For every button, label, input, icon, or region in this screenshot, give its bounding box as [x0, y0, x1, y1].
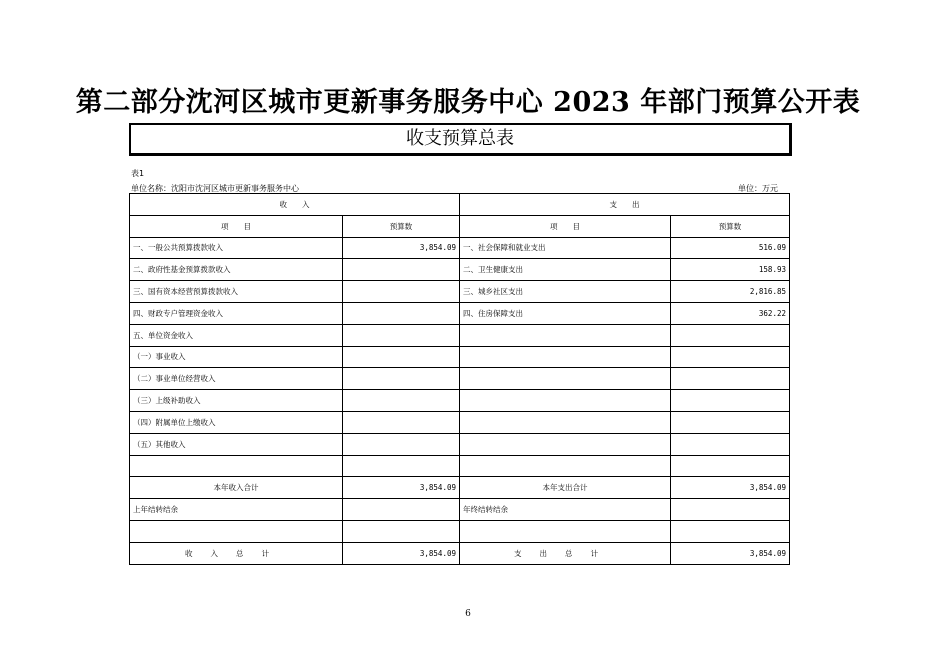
expense-item	[460, 455, 671, 477]
income-amount	[343, 281, 460, 303]
table-row	[130, 455, 790, 477]
income-item-header: 项 目	[130, 215, 343, 237]
table-number: 表1	[131, 169, 145, 178]
table-row	[130, 433, 790, 455]
income-amount	[343, 433, 460, 455]
expense-item: 四、住房保障支出	[460, 302, 671, 324]
table-row	[130, 368, 790, 390]
income-amount	[343, 411, 460, 433]
income-item: （二）事业单位经营收入	[130, 368, 343, 390]
page-title: 第二部分沈河区城市更新事务服务中心 2023 年部门预算公开表	[75, 87, 861, 118]
blank-row	[130, 520, 790, 542]
table-row	[130, 302, 790, 324]
income-amount: 3,854.09	[343, 237, 460, 259]
income-amount	[343, 259, 460, 281]
income-item: （一）事业收入	[130, 346, 343, 368]
table-title: 收支预算总表	[129, 123, 792, 156]
income-total-label: 收入总计	[130, 542, 343, 564]
expense-carry-amount	[671, 499, 790, 521]
income-amount	[343, 324, 460, 346]
expense-header: 支 出	[460, 194, 790, 216]
income-amount	[343, 346, 460, 368]
expense-amount	[671, 455, 790, 477]
expense-amount: 2,816.85	[671, 281, 790, 303]
income-item	[130, 455, 343, 477]
expense-item: 三、城乡社区支出	[460, 281, 671, 303]
expense-amount	[671, 390, 790, 412]
expense-amount	[671, 346, 790, 368]
expense-amount	[671, 411, 790, 433]
income-item: 五、单位资金收入	[130, 324, 343, 346]
expense-amount	[671, 433, 790, 455]
expense-subtotal-amount: 3,854.09	[671, 477, 790, 499]
expense-amount	[671, 368, 790, 390]
unit-label: 单位：万元	[738, 184, 778, 193]
income-amount	[343, 302, 460, 324]
income-total-amount: 3,854.09	[343, 542, 460, 564]
table-row	[130, 237, 790, 259]
expense-item: 二、卫生健康支出	[460, 259, 671, 281]
expense-item	[460, 368, 671, 390]
expense-item	[460, 324, 671, 346]
carry-row	[130, 499, 790, 521]
income-subtotal-amount: 3,854.09	[343, 477, 460, 499]
income-item: （四）附属单位上缴收入	[130, 411, 343, 433]
expense-budget-header: 预算数	[671, 215, 790, 237]
unit-name: 单位名称：沈阳市沈河区城市更新事务服务中心	[131, 184, 299, 193]
income-carry-amount	[343, 499, 460, 521]
income-amount	[343, 368, 460, 390]
expense-item: 一、社会保障和就业支出	[460, 237, 671, 259]
income-header: 收 入	[130, 194, 460, 216]
expense-item-header: 项 目	[460, 215, 671, 237]
expense-subtotal-label: 本年支出合计	[460, 477, 671, 499]
income-carry-label: 上年结转结余	[130, 499, 343, 521]
expense-amount: 158.93	[671, 259, 790, 281]
income-item: 三、国有资本经营预算拨款收入	[130, 281, 343, 303]
expense-amount: 362.22	[671, 302, 790, 324]
expense-item	[460, 390, 671, 412]
income-item: （三）上级补助收入	[130, 390, 343, 412]
expense-item	[460, 346, 671, 368]
income-item: （五）其他收入	[130, 433, 343, 455]
income-item: 二、政府性基金预算拨款收入	[130, 259, 343, 281]
table-row	[130, 390, 790, 412]
table-row	[130, 281, 790, 303]
income-budget-header: 预算数	[343, 215, 460, 237]
income-subtotal-label: 本年收入合计	[130, 477, 343, 499]
expense-item	[460, 411, 671, 433]
expense-item	[460, 433, 671, 455]
total-row	[130, 542, 790, 564]
income-item: 一、一般公共预算拨款收入	[130, 237, 343, 259]
page-number: 6	[465, 609, 471, 619]
income-item: 四、财政专户管理资金收入	[130, 302, 343, 324]
column-header-row	[130, 215, 790, 237]
header-row	[130, 194, 790, 216]
subtotal-row	[130, 477, 790, 499]
expense-amount: 516.09	[671, 237, 790, 259]
budget-table	[129, 193, 790, 565]
table-row	[130, 411, 790, 433]
income-amount	[343, 455, 460, 477]
table-row	[130, 346, 790, 368]
expense-carry-label: 年终结转结余	[460, 499, 671, 521]
expense-amount	[671, 324, 790, 346]
table-row	[130, 324, 790, 346]
expense-total-amount: 3,854.09	[671, 542, 790, 564]
income-amount	[343, 390, 460, 412]
table-row	[130, 259, 790, 281]
expense-total-label: 支出总计	[460, 542, 671, 564]
